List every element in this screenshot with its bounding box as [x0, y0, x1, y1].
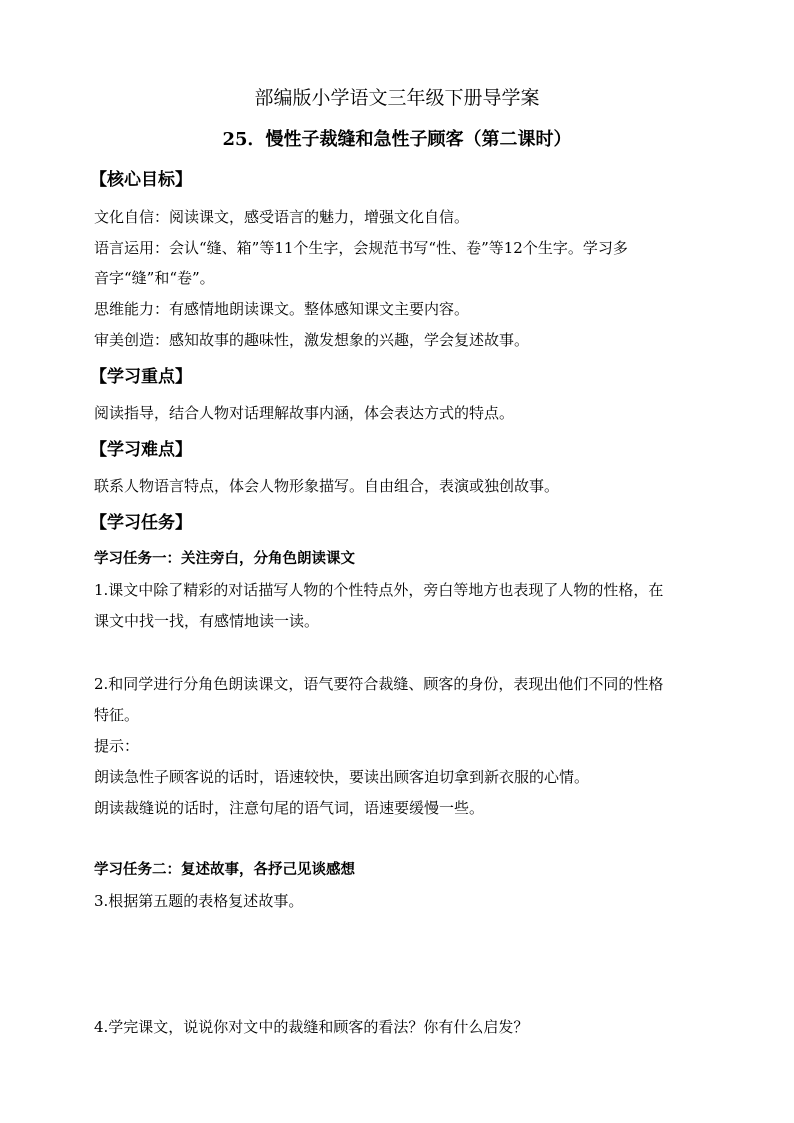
question2-line1: 2.和同学进行分角色朗读课文，语气要符合裁缝、顾客的身份，表现出他们不同的性格	[94, 675, 664, 693]
core-goal-language-line2: 音字“缝”和“卷”。	[94, 269, 215, 287]
hint-label: 提示：	[94, 737, 140, 755]
core-goal-thinking: 思维能力：有感情地朗读课文。整体感知课文主要内容。	[94, 300, 470, 318]
question1-line2: 课文中找一找，有感情地读一读。	[94, 612, 320, 630]
question2-line2: 特征。	[94, 706, 140, 724]
hint-slow-tailor: 朗读裁缝说的话时，注意句尾的语气词，语速要缓慢一些。	[94, 799, 485, 817]
core-goal-aesthetic: 审美创造：感知故事的趣味性，激发想象的兴趣，学会复述故事。	[94, 331, 530, 349]
hint-fast-customer: 朗读急性子顾客说的话时，语速较快，要读出顾客迫切拿到新衣服的心情。	[94, 768, 590, 786]
task1-title: 学习任务一：关注旁白，分角色朗读课文	[94, 550, 355, 567]
tasks-heading: 【学习任务】	[90, 513, 192, 533]
question4: 4.学完课文，说说你对文中的裁缝和顾客的看法？你有什么启发？	[94, 1018, 529, 1036]
lesson-title: 25．慢性子裁缝和急性子顾客（第二课时）	[222, 129, 572, 150]
task2-title: 学习任务二：复述故事，各抒己见谈感想	[94, 861, 355, 878]
core-goals-heading: 【核心目标】	[90, 170, 192, 190]
difficulties-text: 联系人物语言特点，体会人物形象描写。自由组合，表演或独创故事。	[94, 477, 560, 495]
document-title: 部编版小学语文三年级下册导学案	[254, 87, 540, 109]
question1-line1: 1.课文中除了精彩的对话描写人物的个性特点外，旁白等地方也表现了人物的性格，在	[94, 581, 664, 599]
key-points-text: 阅读指导，结合人物对话理解故事内涵，体会表达方式的特点。	[94, 404, 515, 422]
difficulties-heading: 【学习难点】	[90, 440, 192, 460]
question3: 3.根据第五题的表格复述故事。	[94, 892, 304, 910]
key-points-heading: 【学习重点】	[90, 367, 192, 387]
core-goal-language-line1: 语言运用：会认“缝、箱”等11个生字，会规范书写“性、卷”等12个生字。学习多	[94, 239, 628, 257]
core-goal-culture: 文化自信：阅读课文，感受语言的魅力，增强文化自信。	[94, 208, 470, 226]
